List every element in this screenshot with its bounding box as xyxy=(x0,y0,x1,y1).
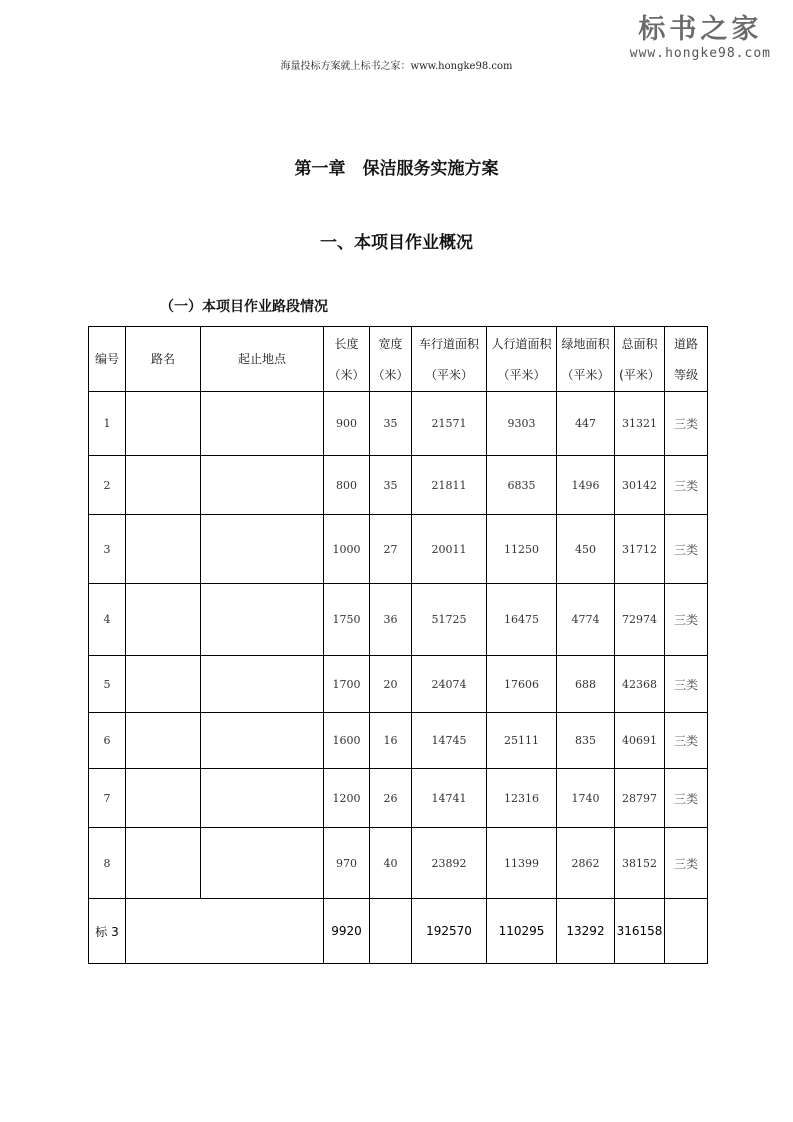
table-cell: 40 xyxy=(370,828,412,899)
table-cell xyxy=(201,392,324,456)
table-cell xyxy=(126,828,201,899)
table-cell: 900 xyxy=(324,392,370,456)
table-cell: 三类 xyxy=(665,769,708,828)
table-cell: 2862 xyxy=(557,828,615,899)
table-cell: 450 xyxy=(557,515,615,584)
header-line1: 总面积 xyxy=(621,337,658,351)
header-line1: 人行道面积 xyxy=(491,337,552,351)
table-cell: 11399 xyxy=(487,828,557,899)
header-line2: （米） xyxy=(372,368,409,382)
table-row xyxy=(89,392,708,456)
header-line1: 起止地点 xyxy=(237,352,286,366)
table-cell: 7 xyxy=(89,769,126,828)
column-header xyxy=(412,327,487,392)
table-cell: 9303 xyxy=(487,392,557,456)
table-row xyxy=(89,515,708,584)
header-line1: 编号 xyxy=(94,352,119,366)
table-cell: 16 xyxy=(370,713,412,769)
table-cell: 三类 xyxy=(665,713,708,769)
page-header-tagline: 海量投标方案就上标书之家：www.hongke98.com xyxy=(280,61,513,72)
table-cell: 35 xyxy=(370,456,412,515)
total-carriageway: 192570 xyxy=(412,899,487,964)
table-cell: 2 xyxy=(89,456,126,515)
table-cell: 20011 xyxy=(412,515,487,584)
header-line2: (平米） xyxy=(619,368,660,382)
header-line1: 车行道面积 xyxy=(418,337,479,351)
table-cell: 三类 xyxy=(665,456,708,515)
table-cell: 1750 xyxy=(324,584,370,656)
table-cell: 42368 xyxy=(615,656,665,713)
table-cell: 16475 xyxy=(487,584,557,656)
table-cell: 5 xyxy=(89,656,126,713)
table-cell: 3 xyxy=(89,515,126,584)
table-cell xyxy=(201,828,324,899)
table-row xyxy=(89,456,708,515)
table-cell xyxy=(126,392,201,456)
table-cell: 11250 xyxy=(487,515,557,584)
header-line1: 道路 xyxy=(673,337,698,351)
table-cell: 21811 xyxy=(412,456,487,515)
table-cell: 8 xyxy=(89,828,126,899)
table-cell: 4 xyxy=(89,584,126,656)
table-cell xyxy=(201,584,324,656)
table-cell: 三类 xyxy=(665,515,708,584)
table-cell: 三类 xyxy=(665,392,708,456)
table-cell: 38152 xyxy=(615,828,665,899)
table-cell: 17606 xyxy=(487,656,557,713)
table-cell xyxy=(201,769,324,828)
table-cell: 23892 xyxy=(412,828,487,899)
header-line1: 绿地面积 xyxy=(561,337,610,351)
road-section-table xyxy=(88,326,708,964)
table-cell xyxy=(201,515,324,584)
table-cell: 21571 xyxy=(412,392,487,456)
table-cell: 51725 xyxy=(412,584,487,656)
table-cell: 三类 xyxy=(665,584,708,656)
table-cell xyxy=(126,713,201,769)
table-cell: 三类 xyxy=(665,656,708,713)
table-cell: 35 xyxy=(370,392,412,456)
column-header xyxy=(201,327,324,392)
table-cell: 24074 xyxy=(412,656,487,713)
table-cell: 12316 xyxy=(487,769,557,828)
chapter-title: 第一章 保洁服务实施方案 xyxy=(294,159,499,179)
column-header xyxy=(557,327,615,392)
total-grade xyxy=(665,899,708,964)
table-cell: 28797 xyxy=(615,769,665,828)
table-cell: 40691 xyxy=(615,713,665,769)
table-cell: 800 xyxy=(324,456,370,515)
total-label: 标 3 xyxy=(89,899,126,964)
table-row xyxy=(89,713,708,769)
table-cell xyxy=(201,456,324,515)
table-cell: 1496 xyxy=(557,456,615,515)
table-cell: 三类 xyxy=(665,828,708,899)
column-header xyxy=(615,327,665,392)
header-line1: 宽度 xyxy=(378,337,403,351)
table-cell: 4774 xyxy=(557,584,615,656)
table-cell: 6835 xyxy=(487,456,557,515)
table-cell: 835 xyxy=(557,713,615,769)
table-cell: 27 xyxy=(370,515,412,584)
total-green: 13292 xyxy=(557,899,615,964)
table-cell: 1200 xyxy=(324,769,370,828)
table-header-row xyxy=(89,327,708,392)
section-title: 一、本项目作业概况 xyxy=(320,233,473,253)
table-cell: 447 xyxy=(557,392,615,456)
table-cell: 688 xyxy=(557,656,615,713)
table-cell: 14741 xyxy=(412,769,487,828)
column-header xyxy=(487,327,557,392)
total-length: 9920 xyxy=(324,899,370,964)
table-cell: 36 xyxy=(370,584,412,656)
table-cell: 26 xyxy=(370,769,412,828)
table-cell: 1000 xyxy=(324,515,370,584)
header-line2: （米） xyxy=(328,368,365,382)
table-row xyxy=(89,656,708,713)
table-cell xyxy=(126,456,201,515)
column-header xyxy=(665,327,708,392)
logo-url: www.hongke98.com xyxy=(629,46,771,61)
table-cell: 1700 xyxy=(324,656,370,713)
table-cell: 25111 xyxy=(487,713,557,769)
table-total-row xyxy=(89,899,708,964)
table-cell: 970 xyxy=(324,828,370,899)
table-cell xyxy=(126,769,201,828)
table-row xyxy=(89,584,708,656)
table-cell xyxy=(201,713,324,769)
header-line2: （平米） xyxy=(424,368,473,382)
header-line2: 等级 xyxy=(673,368,698,382)
column-header xyxy=(324,327,370,392)
table-cell: 1600 xyxy=(324,713,370,769)
table-cell xyxy=(201,656,324,713)
table-cell xyxy=(126,656,201,713)
total-width xyxy=(370,899,412,964)
column-header xyxy=(89,327,126,392)
logo-name: 标书之家 xyxy=(638,14,763,45)
table-cell: 6 xyxy=(89,713,126,769)
total-blank-cell xyxy=(126,899,324,964)
table-cell xyxy=(126,515,201,584)
subsection-title: （一）本项目作业路段情况 xyxy=(160,299,328,315)
table-cell: 31321 xyxy=(615,392,665,456)
table-cell: 72974 xyxy=(615,584,665,656)
table-cell xyxy=(126,584,201,656)
table-cell: 1740 xyxy=(557,769,615,828)
header-line1: 长度 xyxy=(334,337,359,351)
header-line1: 路名 xyxy=(150,352,175,366)
table-row xyxy=(89,769,708,828)
site-logo xyxy=(630,14,771,61)
column-header xyxy=(126,327,201,392)
header-line2: （平米） xyxy=(497,368,546,382)
table-cell: 1 xyxy=(89,392,126,456)
table-cell: 31712 xyxy=(615,515,665,584)
total-total-area: 316158 xyxy=(615,899,665,964)
table-cell: 30142 xyxy=(615,456,665,515)
table-cell: 14745 xyxy=(412,713,487,769)
total-sidewalk: 110295 xyxy=(487,899,557,964)
table-cell: 20 xyxy=(370,656,412,713)
column-header xyxy=(370,327,412,392)
table-row xyxy=(89,828,708,899)
header-line2: （平米） xyxy=(561,368,610,382)
